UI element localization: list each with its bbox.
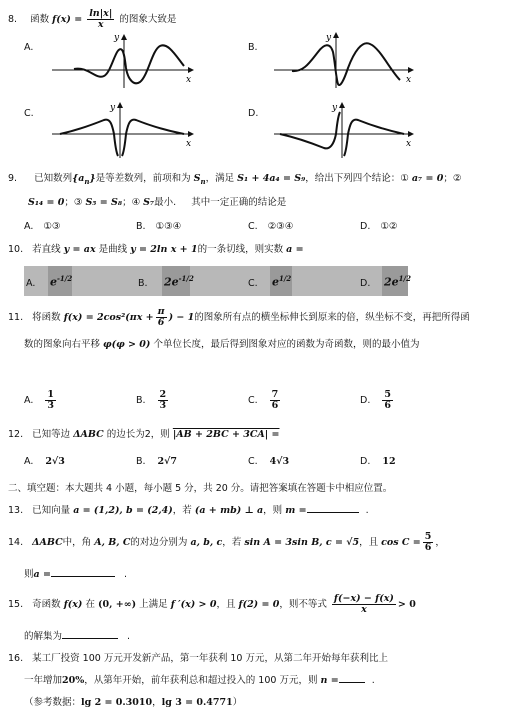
- q8-option-b-label: B.: [248, 42, 258, 53]
- q15-stem-line2: 的解集为 .: [24, 631, 131, 642]
- q9-option-b: B. ①③④: [136, 221, 182, 232]
- q8-text: 函数: [30, 14, 50, 25]
- y-axis-label: y: [332, 103, 338, 113]
- q16-number: 16.: [8, 653, 24, 664]
- q8-option-a-label: A.: [24, 42, 34, 53]
- y-axis-arrow: [117, 102, 123, 108]
- curve-left: [280, 112, 340, 148]
- x-axis-arrow: [188, 131, 194, 137]
- y-axis-label: y: [326, 33, 332, 43]
- q8-stem: [8, 8, 176, 32]
- q15-number: 15.: [8, 599, 24, 610]
- x-axis-label: x: [186, 75, 192, 85]
- q8-function: f(x) =: [52, 14, 83, 25]
- curve-right: [122, 120, 184, 156]
- curve: [292, 43, 400, 85]
- q9-option-d: D. ①②: [360, 221, 398, 232]
- curve-left: [60, 120, 118, 156]
- x-axis-arrow: [408, 67, 414, 73]
- q10-option-b-label: B.: [138, 278, 148, 289]
- q9-condition: S₁ + 4a₄ = S₉: [237, 173, 306, 184]
- section-2-title: 二、填空题：本大题共 4 小题，每小题 5 分，共 20 分。请把答案填在答题卡中相应位置。: [8, 483, 393, 494]
- q8-graph-a: [48, 30, 198, 90]
- q9-option-a: A. ①③: [24, 221, 61, 232]
- q8-number: 8.: [8, 14, 18, 25]
- q10-option-c-value: $e^{1/2}$: [272, 274, 292, 289]
- q15-stem-line1: 15. 奇函数 f(x) 在 (0, +∞) 上满足 f ′(x) > 0，且 f(2) = 0，则不等式 $\frac{f(-x) - f(x)}{x}$ > 0: [8, 593, 416, 615]
- y-axis-label: y: [110, 103, 116, 113]
- q10-option-a-value: $e^{-1/2}$: [50, 274, 73, 289]
- y-axis-arrow: [333, 32, 339, 38]
- q10-number: 10.: [8, 244, 24, 255]
- q13-number: 13.: [8, 505, 24, 516]
- q16-stem-line2: 一年增加20%，从第年开始，前年获利总和超过投入的 100 万元，则 n = .: [24, 675, 375, 686]
- y-axis-arrow: [339, 102, 345, 108]
- q16-reference-data: （参考数据：lg 2 = 0.3010，lg 3 = 0.4771）: [24, 697, 243, 708]
- q12-option-b: B. 2√7: [136, 456, 178, 467]
- x-axis-label: x: [406, 75, 412, 85]
- x-axis-label: x: [186, 139, 192, 149]
- q9-stem-line2: S₁₄ = 0；③ S₅ = S₈；④ S₇最小. 其中一定正确的结论是: [28, 197, 287, 208]
- q10-option-b-value: $2e^{-1/2}$: [164, 274, 194, 289]
- q15-fraction: $\frac{f(-x) - f(x)}{x}$: [333, 593, 394, 615]
- q11-fraction: $\frac{\pi}{6}$: [157, 306, 165, 328]
- q12-stem: 12. 已知等边 ΔABC 的边长为2，则 |AB + 2BC + 3CA| =: [8, 429, 280, 440]
- curve-right: [344, 120, 404, 156]
- q8-fraction: $\frac{\ln|x|}{x}$: [89, 8, 113, 30]
- q14-answer-blank[interactable]: [51, 576, 115, 577]
- q11-stem-line1: 11. 将函数 f(x) = 2cos²(πx + $\frac{\pi}{6}$ ) − 1的图象所有点的横坐标伸长到原来的倍，纵坐标不变，再把所得函: [8, 306, 470, 328]
- q10-option-a-label: A.: [26, 278, 36, 289]
- q14-number: 14.: [8, 537, 24, 548]
- q10-option-d-label: D.: [360, 278, 371, 289]
- y-axis-arrow: [121, 34, 127, 40]
- q11-option-d: D. $\frac{5}{6}$: [360, 389, 391, 411]
- q8-text-end: 的图象大致是: [119, 14, 177, 25]
- q8-graph-d: [270, 100, 420, 160]
- x-axis-label: x: [406, 139, 412, 149]
- q12-number: 12.: [8, 429, 24, 440]
- q11-number: 11.: [8, 312, 24, 323]
- q8-graph-b: [270, 30, 420, 90]
- q11-option-a: A. $\frac{1}{3}$: [24, 389, 54, 411]
- q14-stem-line2: 则a = .: [24, 569, 128, 580]
- q12-option-c: C. 4√3: [248, 456, 290, 467]
- q13-stem: 13. 已知向量 a = (1,2), b = (2,4)，若 (a + mb) ⊥ a，则 m = .: [8, 505, 369, 516]
- q10-option-c-label: C.: [248, 278, 258, 289]
- q8-option-c-label: C.: [24, 108, 34, 119]
- q12-option-a: A. 2√3: [24, 456, 65, 467]
- q9-number: 9.: [8, 173, 18, 184]
- q10-options-band: [24, 266, 408, 296]
- x-axis-arrow: [188, 67, 194, 73]
- q15-answer-blank[interactable]: [62, 638, 118, 639]
- q13-answer-blank[interactable]: [307, 512, 359, 513]
- q8-graph-c: [48, 100, 198, 160]
- q11-option-b: B. $\frac{2}{3}$: [136, 389, 167, 411]
- q9-option-c: C. ②③④: [248, 221, 294, 232]
- q14-fraction: $\frac{5}{6}$: [424, 531, 432, 553]
- q16-stem-line1: 16. 某工厂投资 100 万元开发新产品，第一年获利 10 万元，从第二年开始每年获利比上: [8, 653, 388, 664]
- q11-option-c: C. $\frac{7}{6}$: [248, 389, 279, 411]
- q10-option-d-value: $2e^{1/2}$: [384, 274, 411, 289]
- q11-stem-line2: 数的图象向右平移 φ(φ > 0) 个单位长度，最后得到图象对应的函数为奇函数，则的最小值为: [24, 339, 420, 350]
- y-axis-label: y: [114, 33, 120, 43]
- x-axis-arrow: [408, 131, 414, 137]
- q9-stem-line1: 9. 已知数列$\{a_n\}$是等差数列，前项和为 $S_n$，满足 S₁ + 4a₄ = S₉，给出下列四个结论：① a₇ = 0；②: [8, 173, 462, 186]
- q14-stem-line1: 14. ΔABC中，角 A, B, C的对边分别为 a, b, c，若 sin A = 3sin B, c = √5，且 cos C = $\frac{5}{6}$ ，: [8, 531, 445, 553]
- q12-option-d: D. 12: [360, 456, 396, 467]
- q8-option-d-label: D.: [248, 108, 259, 119]
- q10-stem: 10. 若直线 y = ax 是曲线 y = 2ln x + 1的一条切线，则实数 a =: [8, 244, 304, 255]
- q16-answer-blank[interactable]: [339, 682, 365, 683]
- curve: [74, 45, 184, 83]
